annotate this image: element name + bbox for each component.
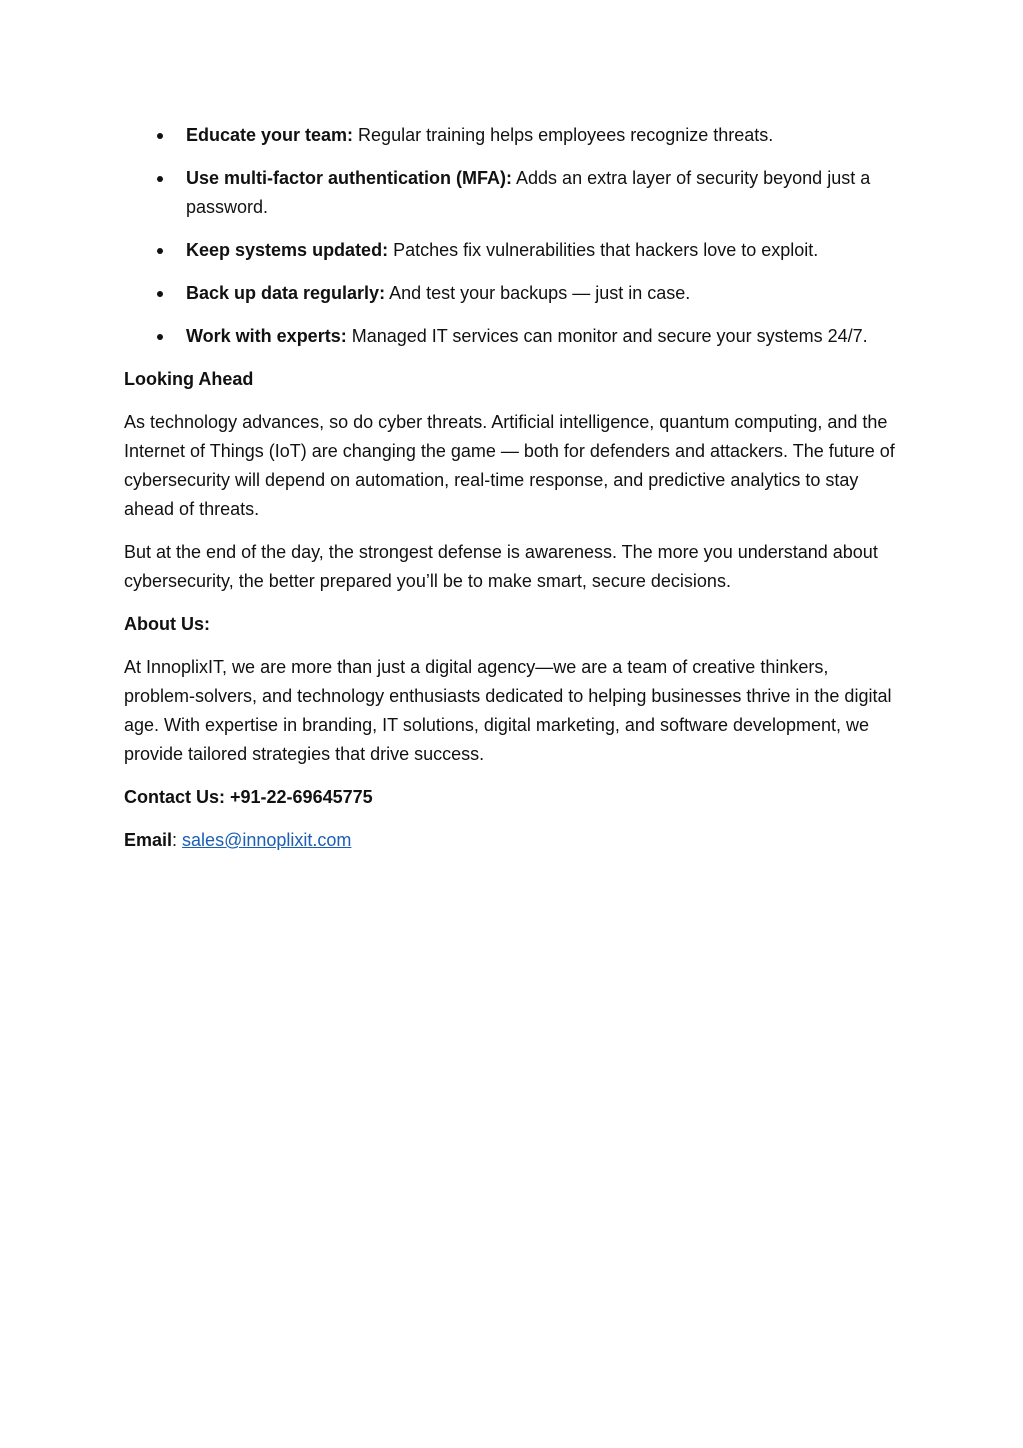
bullet-term: Back up data regularly:: [186, 283, 386, 303]
list-item: [124, 322, 904, 351]
list-item: [124, 121, 904, 150]
bullet-icon: [157, 176, 163, 182]
bullet-term: Educate your team:: [186, 125, 354, 145]
bullet-text: Patches fix vulnerabilities that hackers love to exploit.: [388, 240, 819, 260]
tips-list: [124, 121, 904, 351]
bullet-term: Work with experts:: [186, 326, 347, 346]
about-us-paragraph: At InnoplixIT, we are more than just a digital agency—we are a team of creative thinkers, problem-solvers, and technology enthusiasts dedicated to helping businesses thrive in the digital age. With expertise in branding, IT solutions, digital marketing, and software development, we provide tailored strategies that drive success.: [124, 657, 892, 764]
document-page: [124, 121, 904, 869]
looking-ahead-paragraph: As technology advances, so do cyber threats. Artificial intelligence, quantum computing, and the Internet of Things (IoT) are changing the game — both for defenders and attackers. The future of cybersecurity will depend on automation, real-time response, and predictive analytics to stay ahead of threats.: [124, 412, 895, 519]
bullet-icon: [157, 334, 163, 340]
bullet-term: Use multi-factor authentication (MFA):: [186, 168, 513, 188]
contact-line: Contact Us: +91-22-69645775: [124, 787, 373, 807]
bullet-icon: [157, 248, 163, 254]
list-item: [124, 164, 904, 222]
bullet-term: Keep systems updated:: [186, 240, 389, 260]
awareness-paragraph: But at the end of the day, the strongest defense is awareness. The more you understand about cybersecurity, the better prepared you’ll be to make smart, secure decisions.: [124, 542, 878, 591]
email-link[interactable]: sales@innoplixit.com: [182, 830, 352, 850]
list-item: [124, 279, 904, 308]
email-label: Email: [124, 830, 173, 850]
email-separator: :: [172, 830, 183, 850]
bullet-text: Managed IT services can monitor and secure your systems 24/7.: [346, 326, 868, 346]
bullet-text: Adds an extra layer of security beyond just a password.: [186, 168, 871, 217]
list-item: [124, 236, 904, 265]
bullet-text: And test your backups — just in case.: [385, 283, 691, 303]
email-line: [124, 826, 904, 855]
bullet-icon: [157, 291, 163, 297]
bullet-icon: [157, 133, 163, 139]
about-us-heading: About Us:: [124, 614, 210, 634]
bullet-text: Regular training helps employees recognize threats.: [353, 125, 774, 145]
looking-ahead-heading: Looking Ahead: [124, 369, 254, 389]
